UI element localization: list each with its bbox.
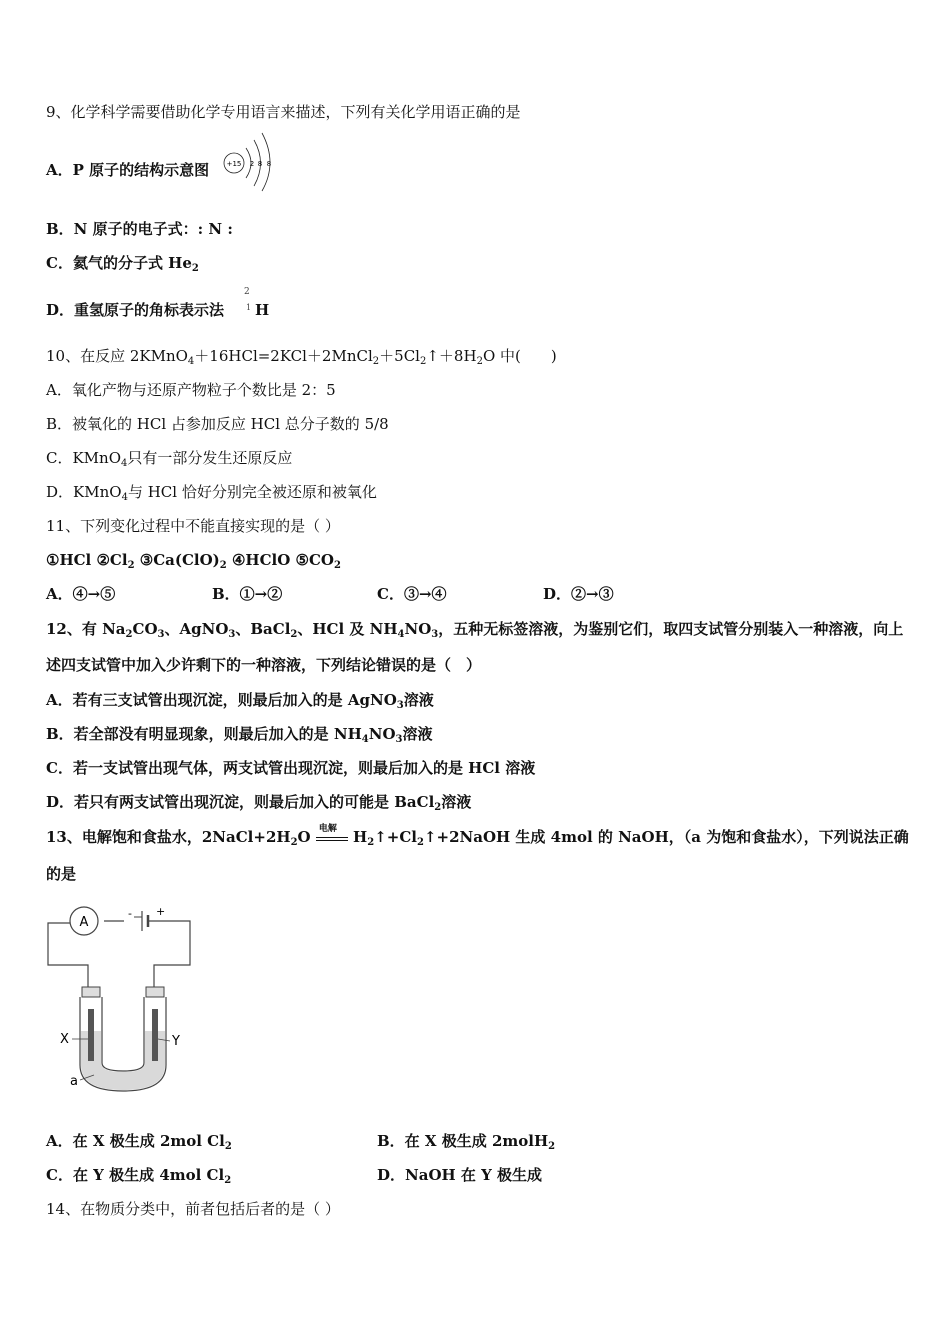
electrode-x [88,1009,94,1061]
q11-substance-list: ①HCl $②Cl_2$ $③Ca(ClO)_2$ ④HClO $⑤CO_2$ [46,551,341,571]
phosphorus-atom-structure-diagram [222,130,278,192]
q13-option-b: B．在 X 极生成 2molH$_2$ [377,1132,556,1152]
q9-stem: 9、化学科学需要借助化学专用语言来描述，下列有关化学用语正确的是 [46,103,521,121]
q10-option-c: C．KMnO$_4$只有一部分发生还原反应 [46,449,293,469]
q12-option-b: B．若全部没有明显现象，则最后加入的是 $NH_4NO_3$溶液 [46,725,433,745]
q13-stem-line-2: 的是 [46,865,77,883]
q9-option-b: B．N 原子的电子式：: N : [46,220,233,238]
electrode-y [152,1009,158,1061]
isotope-symbol: H [255,301,270,319]
q9-option-a-text: A．P 原子的结构示意图 [46,161,210,179]
isotope-mass-number: 2 [244,287,250,297]
shell-2-count: 8 [257,160,263,168]
q9-option-d: D．重氢原子的角标表示法 [46,301,225,319]
q11-stem: 11、下列变化过程中不能直接实现的是（ ） [46,517,340,535]
isotope-atomic-number: 1 [246,303,252,312]
electrode-y-label: Y [172,1034,180,1049]
q11-option-d: D．②→③ [543,585,614,603]
q9-option-a [46,160,209,180]
electrolysis-condition: 电解 [316,827,348,847]
q13-option-d: D．NaOH 在 Y 极生成 [377,1166,543,1184]
q10-stem: 10、在反应 $2KMnO_4+16HCl=2KCl+2MnCl_2+5Cl_2↑+8H_2O$ 中( ) [46,347,557,367]
battery-negative-sign: - [128,907,132,920]
electrolysis-u-tube-diagram [46,895,198,1095]
q12-stem-line-2: 述四支试管中加入少许剩下的一种溶液，下列结论错误的是（ ） [46,656,482,674]
q11-option-b: B．①→② [212,585,283,603]
q13-option-c: C．在 Y 极生成 4mol $Cl_2$ [46,1166,232,1186]
q14-stem: 14、在物质分类中，前者包括后者的是（ ） [46,1200,340,1218]
shell-3-count: 8 [266,160,272,168]
solution-label: a [70,1074,78,1089]
q10-option-d: D．KMnO$_4$与 HCl 恰好分别完全被还原和被氧化 [46,483,377,503]
electrode-x-label: X [60,1032,69,1047]
q11-option-a: A．④→⑤ [46,585,116,603]
q9-option-c: C．氦气的分子式 $He_2$ [46,254,199,274]
shell-1-count: 2 [249,160,255,168]
q12-stem-line-1: 12、有 $Na_2CO_3$、AgNO$_3$、BaCl$_2$、HCl 及 $NH_4NO_3$，五种无标签溶液，为鉴别它们，取四支试管分别装入一种溶液，向上 [46,620,904,640]
q10-option-a: A．氧化产物与还原产物粒子个数比是 2：5 [46,381,336,399]
electron-formula: : N : [197,220,233,238]
q12-option-a: A．若有三支试管出现沉淀，则最后加入的是 AgNO$_3$溶液 [46,691,434,711]
nucleus-charge: +15 [226,160,242,168]
q12-option-d: D．若只有两支试管出现沉淀，则最后加入的可能是 BaCl$_2$溶液 [46,793,472,813]
q12-option-c: C．若一支试管出现气体，两支试管出现沉淀，则最后加入的是 HCl 溶液 [46,759,536,777]
ammeter-label: A [79,915,89,930]
q10-option-b: B．被氧化的 HCl 占参加反应 HCl 总分子数的 5/8 [46,415,389,433]
q11-option-c: C．③→④ [377,585,447,603]
q13-option-a: A．在 X 极生成 2mol $Cl_2$ [46,1132,232,1152]
q13-stem-line-1: 13、电解饱和食盐水，$2NaCl+2H_2O$ 电解 $H_2↑+Cl_2↑+2NaOH$ 生成 4mol 的 NaOH，（a 为饱和食盐水），下列说法正确 [46,824,909,848]
battery-positive-sign: + [156,905,166,918]
